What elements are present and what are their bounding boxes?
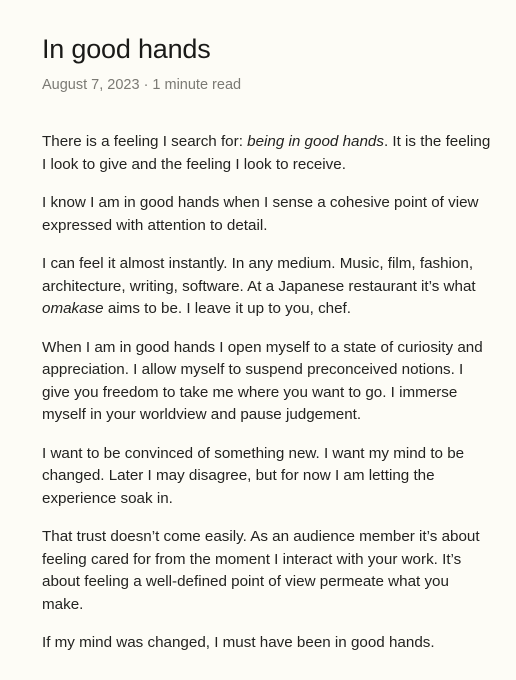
post-date: August 7, 2023 (42, 77, 140, 93)
article-paragraph (42, 443, 492, 511)
article-paragraph (42, 192, 492, 237)
paragraph-text: That trust doesn’t come easily. As an audience member it’s about feeling cared for from the moment I interact with your work. It’s about feeling a well-defined point of view permeate what you make. (42, 528, 480, 613)
paragraph-text: . It is the feeling I look to give and the feeling I look to receive. (42, 133, 491, 173)
article-paragraph (42, 253, 492, 321)
meta-separator: · (143, 77, 149, 93)
article-paragraph (42, 337, 492, 427)
emphasized-text: omakase (42, 300, 104, 317)
paragraph-text: I know I am in good hands when I sense a cohesive point of view expressed with attention to detail. (42, 194, 479, 234)
paragraph-text: There is a feeling I search for: (42, 133, 248, 150)
paragraph-text: If my mind was changed, I must have been in good hands. (42, 634, 435, 651)
emphasized-text: being in good hands (247, 133, 384, 150)
article-paragraph (42, 131, 492, 176)
paragraph-text: aims to be. I leave it up to you, chef. (103, 300, 351, 317)
paragraph-text: I can feel it almost instantly. In any medium. Music, film, fashion, architecture, writing, software. At a Japanese restaurant it’s what (42, 255, 476, 295)
paragraph-text: I want to be convinced of something new. I want my mind to be changed. Later I may disagree, but for now I am letting the experience soak in. (42, 444, 465, 507)
article-paragraph (42, 632, 492, 655)
article-body (42, 131, 492, 671)
article-paragraph (42, 526, 492, 616)
read-time: 1 minute read (152, 77, 242, 93)
post-meta (42, 77, 241, 93)
page-title: In good hands (42, 34, 211, 64)
paragraph-text: When I am in good hands I open myself to a state of curiosity and appreciation. I allow myself to suspend preconceived notions. I give you freedom to take me where you want to go. I immerse myself in your worldview and pause judgement. (42, 338, 483, 423)
